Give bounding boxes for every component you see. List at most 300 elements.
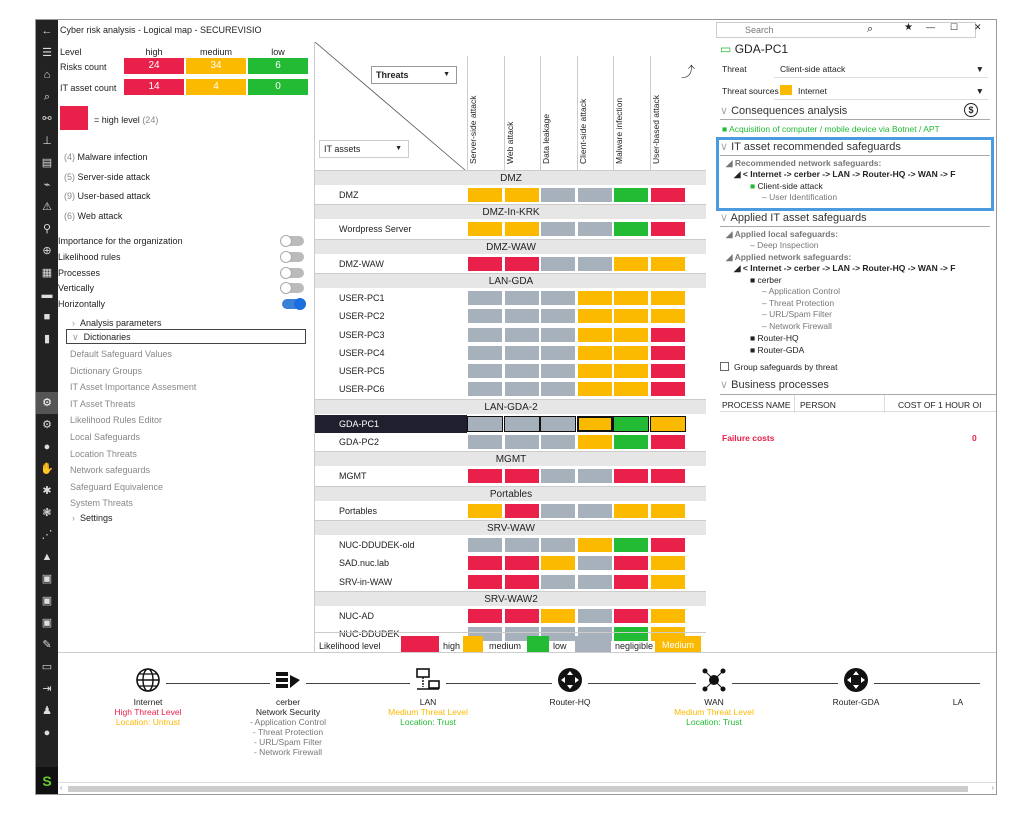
node-name: LA xyxy=(952,697,964,707)
risk-cell[interactable] xyxy=(540,416,576,432)
recommended-safeguard-text: User Identification xyxy=(769,192,838,202)
risk-cell[interactable] xyxy=(467,574,503,590)
risk-cell[interactable] xyxy=(504,327,540,343)
row-label: GDA-PC2 xyxy=(339,437,380,447)
toggle-row xyxy=(58,251,308,264)
risk-cell[interactable] xyxy=(540,537,576,553)
scroll-left-icon[interactable]: ‹ xyxy=(60,783,63,792)
consequences-title[interactable]: ∨ Consequences analysis xyxy=(720,105,848,117)
hand-icon[interactable]: ✋ xyxy=(40,463,54,475)
toggle-knob xyxy=(280,251,292,263)
legend-high-label: high xyxy=(443,641,461,651)
risk-cell[interactable] xyxy=(650,574,686,590)
node-name: Router-GDA xyxy=(832,697,880,707)
recommended-title-text: IT asset recommended safeguards xyxy=(731,141,901,153)
wan-icon xyxy=(701,667,727,693)
account-icon[interactable]: ● xyxy=(43,727,51,739)
dictionary-item[interactable]: Local Safeguards xyxy=(70,432,141,442)
node-detail: High Threat Level xyxy=(114,707,182,717)
high-level-swatch xyxy=(60,106,88,130)
risk-cell[interactable] xyxy=(504,187,540,203)
risk-cell[interactable] xyxy=(467,608,503,624)
dictionary-item[interactable]: Default Safeguard Values xyxy=(70,349,172,359)
sources-label: Threat sources xyxy=(722,86,779,96)
risk-cell[interactable] xyxy=(540,434,576,450)
risk-cell[interactable] xyxy=(540,221,576,237)
risk-cell[interactable] xyxy=(504,363,540,379)
risk-cell[interactable] xyxy=(613,416,649,432)
threat-value: Client-side attack xyxy=(780,64,846,74)
risk-cell[interactable] xyxy=(467,308,503,324)
settings-item[interactable]: › Settings xyxy=(72,513,113,523)
risk-cell[interactable] xyxy=(650,503,686,519)
recommended-network-label: ◢ Recommended network safeguards: xyxy=(726,158,882,168)
risks-medium[interactable]: 34 xyxy=(186,58,246,74)
column-header[interactable] xyxy=(504,56,540,170)
risk-cell[interactable] xyxy=(650,290,686,306)
risk-cell[interactable] xyxy=(467,503,503,519)
risk-cell[interactable] xyxy=(504,537,540,553)
window-icon-2[interactable]: ▣ xyxy=(41,595,53,607)
toggle-knob xyxy=(294,298,306,310)
column-header[interactable] xyxy=(650,56,686,170)
horizontal-scrollbar[interactable] xyxy=(58,782,997,794)
high-header: high xyxy=(145,47,163,57)
risk-cell[interactable] xyxy=(540,290,576,306)
dictionary-item[interactable]: System Threats xyxy=(70,498,133,509)
risk-cell[interactable] xyxy=(504,381,540,397)
dictionary-item[interactable]: IT Asset Threats xyxy=(70,398,136,409)
export-icon[interactable]: ⤴ xyxy=(681,64,695,80)
risk-cell[interactable] xyxy=(504,555,540,571)
risk-cell[interactable] xyxy=(650,434,686,450)
toggle-switch[interactable] xyxy=(282,283,304,293)
toggle-knob xyxy=(280,267,292,279)
toggle-label: Horizontally xyxy=(58,299,106,310)
risk-cell[interactable] xyxy=(504,574,540,590)
row-label: USER-PC3 xyxy=(339,329,385,340)
sources-select[interactable] xyxy=(774,80,988,100)
risk-cell[interactable] xyxy=(577,608,613,624)
risk-cell[interactable] xyxy=(467,327,503,343)
risk-cell[interactable] xyxy=(504,308,540,324)
applied-path-text: Internet -> cerber -> LAN -> Router-HQ -> WAN -> F xyxy=(750,263,956,273)
person-icon[interactable]: ♟ xyxy=(42,705,52,717)
dictionary-item[interactable]: Likelihood Rules Editor xyxy=(70,415,163,426)
risk-cell[interactable] xyxy=(540,187,576,203)
risk-cell[interactable] xyxy=(577,537,613,553)
dictionary-item[interactable]: Network safeguards xyxy=(70,465,151,476)
recommended-safeguard: – User Identification xyxy=(762,192,838,202)
user-icon[interactable]: ● xyxy=(43,441,51,453)
recommended-network-text: Recommended network safeguards: xyxy=(734,158,882,168)
risk-cell[interactable] xyxy=(467,221,503,237)
warning-icon[interactable]: ⚠ xyxy=(42,201,52,213)
risk-cell[interactable] xyxy=(577,187,613,203)
back-icon[interactable]: ← xyxy=(41,25,53,37)
risk-cell[interactable] xyxy=(504,608,540,624)
network-node[interactable] xyxy=(796,653,916,707)
applied-router-gda: ■ Router-GDA xyxy=(750,345,805,355)
toggle-label: Vertically xyxy=(58,283,95,294)
column-header[interactable] xyxy=(613,56,649,170)
business-title-text: Business processes xyxy=(731,379,829,391)
risks-high[interactable]: 24 xyxy=(124,58,184,74)
risk-cell[interactable] xyxy=(613,555,649,571)
risk-cell[interactable] xyxy=(577,327,613,343)
assets-low[interactable]: 0 xyxy=(248,79,308,95)
node-name: Router-HQ xyxy=(549,697,591,707)
risk-cell[interactable] xyxy=(540,308,576,324)
row-label: SAD.nuc.lab xyxy=(339,558,390,569)
dictionaries-label: Dictionaries xyxy=(83,332,131,342)
risk-cell[interactable] xyxy=(613,187,649,203)
toggle-switch[interactable] xyxy=(282,299,304,309)
node-detail: - URL/Spam Filter xyxy=(253,737,322,747)
recommended-path[interactable]: ◢ < Internet -> cerber -> LAN -> Router-HQ -> WAN -> F xyxy=(734,169,956,179)
risk-cell[interactable] xyxy=(577,308,613,324)
lan-icon xyxy=(415,667,441,693)
legend-label: = high level xyxy=(94,115,140,125)
recommended-threat-text: Client-side attack xyxy=(757,181,823,191)
risk-cell[interactable] xyxy=(504,434,540,450)
app-window xyxy=(35,19,997,795)
row-label: USER-PC4 xyxy=(339,347,385,358)
risk-cell[interactable] xyxy=(504,221,540,237)
assets-high[interactable]: 14 xyxy=(124,79,184,95)
assets-medium[interactable]: 4 xyxy=(186,79,246,95)
exit-icon[interactable]: ⇥ xyxy=(42,683,52,695)
risk-cell[interactable] xyxy=(540,381,576,397)
risk-cell[interactable] xyxy=(467,187,503,203)
risk-cell[interactable] xyxy=(650,537,686,553)
dictionary-item[interactable]: Dictionary Groups xyxy=(70,365,143,376)
failure-costs-value: 0 xyxy=(972,433,977,443)
risk-cell[interactable] xyxy=(613,221,649,237)
threat-list-item[interactable] xyxy=(64,211,122,221)
recommended-threat: ■ Client-side attack xyxy=(750,181,823,191)
network-node[interactable] xyxy=(938,653,978,707)
process-name-header[interactable]: PROCESS NAME xyxy=(722,400,791,410)
business-title[interactable]: ∨ Business processes xyxy=(720,379,829,391)
tree-icon[interactable]: ⋰ xyxy=(41,529,53,541)
column-header-label: Server-side attack xyxy=(468,95,478,164)
risk-cell[interactable] xyxy=(577,503,613,519)
consequence-item: ■ Acquisition of computer / mobile device via Botnet / APT xyxy=(722,124,940,134)
risk-cell[interactable] xyxy=(613,468,649,484)
network-node[interactable] xyxy=(368,653,488,727)
risk-cell[interactable] xyxy=(577,416,613,432)
network-node[interactable] xyxy=(510,653,630,707)
row-label: SRV-in-WAW xyxy=(339,576,393,587)
risk-cell[interactable] xyxy=(613,381,649,397)
applied-path[interactable]: ◢ < Internet -> cerber -> LAN -> Router-HQ -> WAN -> F xyxy=(734,263,956,273)
risk-cell[interactable] xyxy=(577,381,613,397)
window-icon[interactable]: ▣ xyxy=(41,573,53,585)
risk-cell[interactable] xyxy=(467,468,503,484)
sources-swatch xyxy=(780,85,792,95)
row-label: NUC-DDUDEK xyxy=(339,629,400,640)
left-panel xyxy=(58,42,314,652)
risk-cell[interactable] xyxy=(467,290,503,306)
risk-cell[interactable] xyxy=(467,537,503,553)
chevron-down-icon: ▼ xyxy=(395,145,402,152)
node-detail: Location: Trust xyxy=(400,717,456,727)
risk-cell[interactable] xyxy=(540,574,576,590)
risk-cell[interactable] xyxy=(577,363,613,379)
home-icon[interactable]: ⌂ xyxy=(43,69,51,81)
risk-cell[interactable] xyxy=(650,221,686,237)
risk-cell[interactable] xyxy=(613,608,649,624)
dictionary-item[interactable]: Location Threats xyxy=(70,448,137,459)
assets-label: IT asset count xyxy=(60,83,117,93)
high-level-legend xyxy=(94,115,158,125)
row-label: GDA-PC1 xyxy=(339,418,380,429)
org-icon[interactable]: ⚲ xyxy=(42,223,52,235)
risks-low[interactable]: 6 xyxy=(248,58,308,74)
node-detail: Location: Untrust xyxy=(115,717,181,727)
title-bar xyxy=(58,20,738,42)
risk-cell[interactable] xyxy=(467,256,503,272)
gears-icon[interactable]: ⚙ xyxy=(42,419,52,431)
node-detail: Medium Threat Level xyxy=(388,707,468,717)
analysis-parameters-label: Analysis parameters xyxy=(80,318,162,328)
threat-count: (4) xyxy=(64,152,75,162)
scrollbar-thumb[interactable] xyxy=(68,786,968,792)
risk-cell[interactable] xyxy=(540,327,576,343)
flag-icon[interactable]: ▮ xyxy=(43,333,51,345)
medium-header: medium xyxy=(199,47,232,57)
applied-cerber-text: cerber xyxy=(757,275,782,285)
calendar-icon[interactable]: ▦ xyxy=(41,267,53,279)
app-logo: S xyxy=(36,767,58,795)
threat-count: (9) xyxy=(64,191,75,201)
risk-cell[interactable] xyxy=(613,434,649,450)
matrix-row[interactable] xyxy=(315,415,467,433)
applied-title[interactable]: ∨ Applied IT asset safeguards xyxy=(720,212,867,224)
network-node[interactable] xyxy=(654,653,774,727)
risk-cell[interactable] xyxy=(504,468,540,484)
printer-icon[interactable]: ▬ xyxy=(41,289,53,301)
group-checkbox-label: Group safeguards by threat xyxy=(734,362,838,372)
bug-icon[interactable]: ✱ xyxy=(42,485,52,497)
likelihood-label: Likelihood level xyxy=(319,641,381,651)
dictionaries-label-wrap: ∨ Dictionaries xyxy=(72,332,131,342)
legend-low-swatch xyxy=(527,636,549,652)
folder-icon[interactable]: ■ xyxy=(43,311,51,323)
router-icon xyxy=(557,667,583,693)
search-placeholder: Search xyxy=(745,25,774,35)
row-label: NUC-DDUDEK-old xyxy=(339,539,415,550)
threat-list-item[interactable] xyxy=(64,191,151,201)
menu-icon[interactable]: ☰ xyxy=(42,47,52,59)
divider xyxy=(720,226,990,227)
risk-cell[interactable] xyxy=(467,555,503,571)
risk-cell[interactable] xyxy=(650,308,686,324)
threat-select[interactable] xyxy=(774,58,988,78)
risk-cell[interactable] xyxy=(577,345,613,361)
risk-cell[interactable] xyxy=(504,503,540,519)
network-icon[interactable]: ⚯ xyxy=(42,113,52,125)
column-header-label: Client-side attack xyxy=(577,98,588,164)
search-input[interactable] xyxy=(716,22,976,38)
group-checkbox[interactable] xyxy=(720,362,729,371)
threats-dropdown[interactable] xyxy=(371,66,457,84)
applied-network-text: Applied network safeguards: xyxy=(734,252,852,262)
risks-row xyxy=(60,58,314,75)
group-header: Portables xyxy=(315,486,706,501)
risk-cell[interactable] xyxy=(650,327,686,343)
column-header[interactable] xyxy=(540,56,576,170)
details-panel xyxy=(708,20,997,660)
recommended-title[interactable]: ∨ IT asset recommended safeguards xyxy=(720,141,901,153)
person-header[interactable]: PERSON xyxy=(800,400,836,410)
node-detail: - Network Firewall xyxy=(253,747,322,757)
display-icon[interactable]: ▭ xyxy=(41,661,53,673)
risk-cell[interactable] xyxy=(650,187,686,203)
risk-cell[interactable] xyxy=(540,468,576,484)
applied-local-item-text: Deep Inspection xyxy=(757,240,819,250)
risk-cell[interactable] xyxy=(613,256,649,272)
risk-cell[interactable] xyxy=(504,290,540,306)
risk-cell[interactable] xyxy=(467,345,503,361)
consequences-title-text: Consequences analysis xyxy=(731,105,848,117)
virus-icon[interactable]: ❃ xyxy=(42,507,52,519)
column-header[interactable] xyxy=(577,56,613,170)
risk-cell[interactable] xyxy=(540,345,576,361)
group-header: DMZ-WAW xyxy=(315,239,706,254)
threat-count: (5) xyxy=(64,171,75,182)
network-node[interactable] xyxy=(88,653,208,727)
close-icon[interactable]: ✕ xyxy=(974,22,982,32)
column-header-label: User-based attack xyxy=(650,95,661,164)
risk-cell[interactable] xyxy=(613,503,649,519)
risk-cell[interactable] xyxy=(650,256,686,272)
risk-cell[interactable] xyxy=(540,555,576,571)
wrench-icon[interactable]: ✎ xyxy=(42,639,52,651)
cerber-safeguard-text: Application Control xyxy=(768,286,840,296)
legend-negligible-swatch xyxy=(575,636,611,652)
cost-header[interactable]: COST OF 1 HOUR OI xyxy=(898,400,982,410)
risk-cell[interactable] xyxy=(540,503,576,519)
risk-cell[interactable] xyxy=(577,574,613,590)
hazard-icon[interactable]: ▲ xyxy=(41,551,53,563)
toggle-knob xyxy=(280,235,292,247)
chart-icon[interactable]: ▤ xyxy=(41,157,53,169)
risk-cell[interactable] xyxy=(650,468,686,484)
row-label: USER-PC1 xyxy=(339,292,385,303)
threat-count: (6) xyxy=(64,210,75,221)
risk-cell[interactable] xyxy=(467,434,503,450)
risk-cell[interactable] xyxy=(540,608,576,624)
low-header: low xyxy=(271,47,285,57)
risk-cell[interactable] xyxy=(504,416,540,432)
risk-cell[interactable] xyxy=(613,363,649,379)
analysis-parameters-item[interactable]: › Analysis parameters xyxy=(72,318,162,328)
current-level-badge: Medium xyxy=(655,636,701,652)
risk-cell[interactable] xyxy=(650,363,686,379)
column-header[interactable] xyxy=(467,56,503,170)
risk-cell[interactable] xyxy=(613,345,649,361)
maximize-icon[interactable]: ☐ xyxy=(950,22,959,32)
toggle-switch[interactable] xyxy=(282,268,304,278)
network-diagram xyxy=(58,652,997,782)
legend-count: (24) xyxy=(142,115,159,125)
chevron-down-icon: ▼ xyxy=(975,64,984,74)
divider xyxy=(884,395,885,413)
risk-cell[interactable] xyxy=(577,555,613,571)
risk-cell[interactable] xyxy=(577,434,613,450)
level-header: Level xyxy=(60,47,82,57)
applied-cerber: ■ cerber xyxy=(750,275,782,285)
recommended-path-text: Internet -> cerber -> LAN -> Router-HQ -> WAN -> F xyxy=(750,169,956,179)
assets-dropdown[interactable] xyxy=(319,140,409,158)
asset-title xyxy=(720,42,788,56)
risk-cell[interactable] xyxy=(650,381,686,397)
risk-cell[interactable] xyxy=(650,555,686,571)
zoom-icon[interactable]: ⊕ xyxy=(42,245,52,257)
risk-cell[interactable] xyxy=(467,363,503,379)
risk-cell[interactable] xyxy=(540,363,576,379)
risk-cell[interactable] xyxy=(467,381,503,397)
dictionary-item[interactable]: Safeguard Equivalence xyxy=(70,481,164,492)
risk-cell[interactable] xyxy=(650,345,686,361)
row-label: MGMT xyxy=(339,471,367,482)
node-detail: - Application Control xyxy=(249,717,327,727)
risk-cell[interactable] xyxy=(504,256,540,272)
sources-value: Internet xyxy=(798,86,827,96)
network-node[interactable] xyxy=(228,653,348,757)
risk-cell[interactable] xyxy=(504,345,540,361)
hierarchy-icon[interactable]: ⊥ xyxy=(42,135,52,147)
node-detail: Medium Threat Level xyxy=(674,707,754,717)
window-icon-3[interactable]: ▣ xyxy=(41,617,53,629)
risk-cell[interactable] xyxy=(613,574,649,590)
threat-list-item[interactable] xyxy=(64,172,150,182)
threat-list-item[interactable] xyxy=(64,152,148,162)
cost-icon[interactable]: $ xyxy=(964,103,978,117)
risk-cell[interactable] xyxy=(650,416,686,432)
assets-dropdown-label: IT assets xyxy=(324,144,361,154)
toggle-switch[interactable] xyxy=(282,236,304,246)
search-icon[interactable]: ⌕ xyxy=(43,91,51,103)
risk-cell[interactable] xyxy=(613,537,649,553)
cerber-safeguard-text: Threat Protection xyxy=(768,297,835,308)
risk-cell[interactable] xyxy=(613,308,649,324)
risk-cell[interactable] xyxy=(577,256,613,272)
dictionary-item[interactable]: IT Asset Importance Assesment xyxy=(70,382,197,393)
risk-cell[interactable] xyxy=(613,290,649,306)
risk-cell[interactable] xyxy=(577,468,613,484)
toggle-row xyxy=(58,298,308,311)
toggle-switch[interactable] xyxy=(282,252,304,262)
star-icon[interactable]: ★ xyxy=(904,22,913,33)
scroll-right-icon[interactable]: › xyxy=(991,783,994,792)
gear-icon[interactable]: ⚙ xyxy=(36,392,58,414)
flow-icon[interactable]: ⌁ xyxy=(43,179,51,191)
applied-title-text: Applied IT asset safeguards xyxy=(730,212,867,224)
risk-cell[interactable] xyxy=(613,327,649,343)
divider xyxy=(720,119,990,120)
risk-cell[interactable] xyxy=(540,256,576,272)
risk-cell[interactable] xyxy=(577,221,613,237)
minimize-icon[interactable]: — xyxy=(926,22,935,32)
risk-cell[interactable] xyxy=(650,608,686,624)
risk-cell[interactable] xyxy=(577,290,613,306)
risk-cell[interactable] xyxy=(467,416,503,432)
search-icon[interactable]: ⌕ xyxy=(867,23,874,35)
icon-sidebar xyxy=(36,20,58,795)
